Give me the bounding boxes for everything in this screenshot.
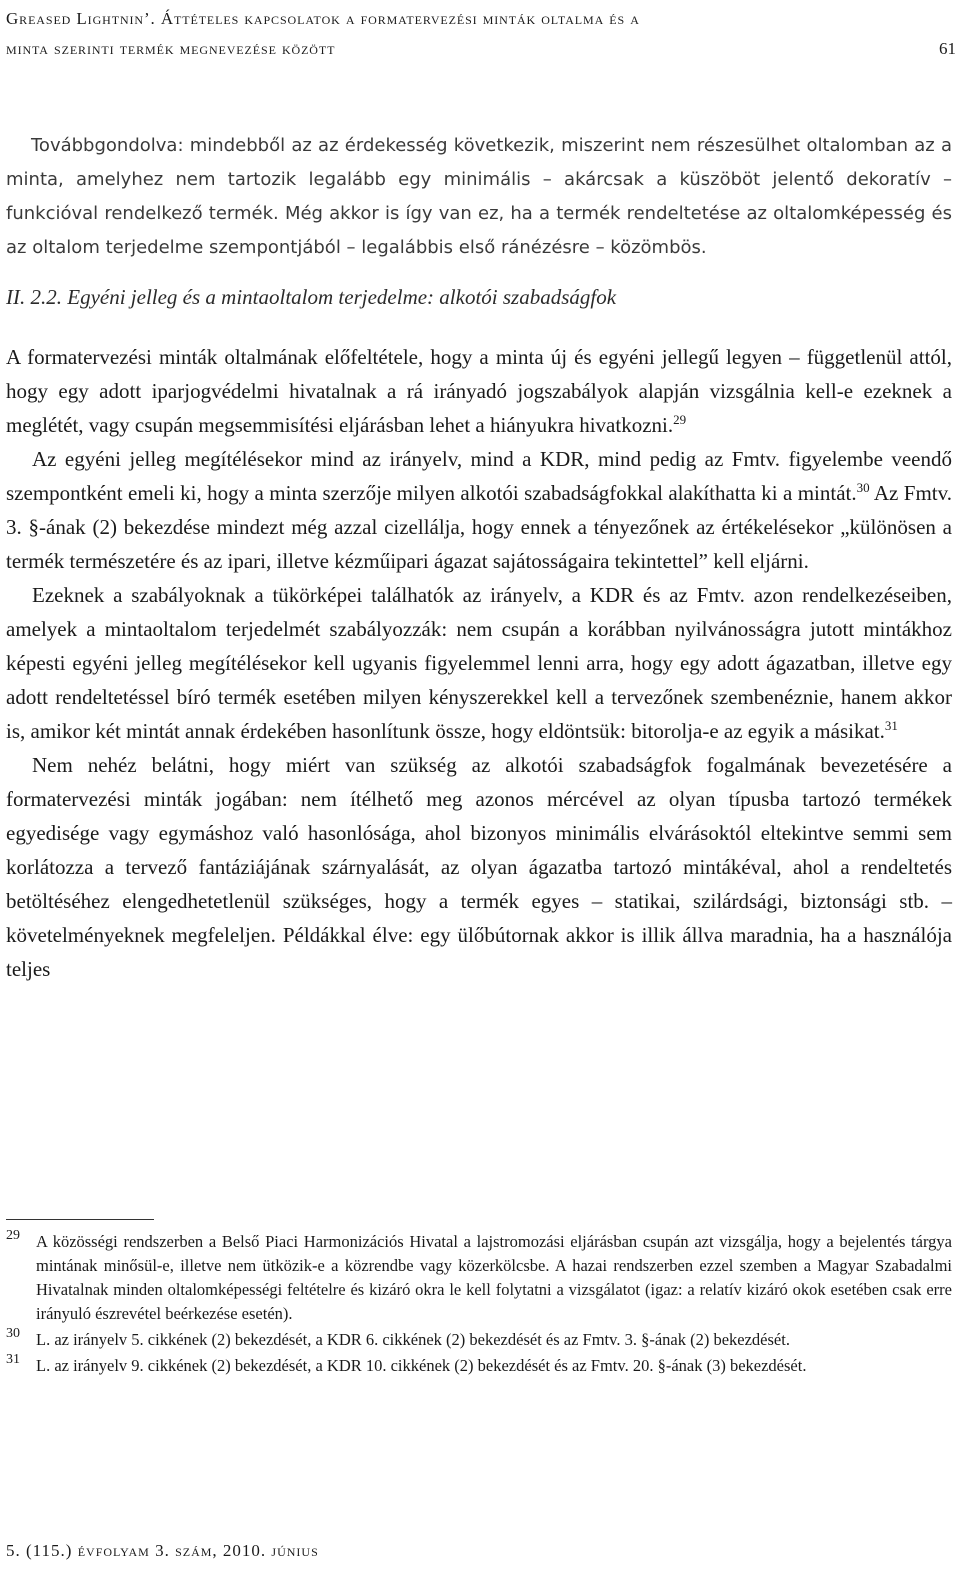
issue-footer: 5. (115.) évfolyam 3. szám, 2010. június: [6, 1541, 319, 1560]
paragraph-1: [6, 340, 952, 442]
running-header: [6, 4, 954, 64]
paragraph-3: [6, 578, 952, 748]
footnote-text: L. az irányelv 5. cikkének (2) bekezdését, a KDR 6. cikkének (2) bekezdését és az Fmtv. 3. §-ának (2) bekezdését.: [36, 1330, 790, 1349]
paragraph-3-text: Ezeknek a szabályoknak a tükörképei találhatók az irányelv, a KDR és az Fmtv. azon rendelkezéseiben, amelyek a mintaoltalom terjedelmét szabályozzák: nem csupán a korábban nyilvánosságra jutott mintákhoz képesti egyéni jelleg megítélésekor kell ugyanis figyelemmel lenni arra, hogy egy adott ágazatban, illetve egy adott rendeltetéssel bíró termék esetében milyen kényszerekkel kell a tervezőnek szembenéznie, hanem akkor is, amikor két mintát annak érdekében hasonlítunk össze, hogy eldöntsük: bitorolja-e az egyik a másikat.: [6, 583, 952, 743]
footnotes: [6, 1230, 952, 1380]
footnote-number: 29: [6, 1228, 20, 1243]
paragraph-4: Nem nehéz belátni, hogy miért van szükség az alkotói szabadságfok fogalmának bevezetésére a formatervezési minták jogában: nem ítélhető meg azonos mércével az olyan típusba tartozó termékek egyedisége vagy egymáshoz való hasonlósága, ahol bizonyos minimális elvárásoktól eltekintve semmi sem korlátozza a tervező fantáziájának szárnyalását, az olyan ágazatba tartozó mintákéval, ahol a rendeltetés betöltéséhez elengedhetetlenül szükséges, hogy a termék egyes – statikai, szilárdsági, biztonsági stb. – követelményeknek megfeleljen. Példákkal élve: egy ülőbútornak akkor is illik állva maradnia, ha a használója teljes: [6, 753, 952, 981]
paragraph-2: [6, 442, 952, 578]
footnote-ref-29[interactable]: 29: [673, 412, 687, 427]
running-title-line-1: Greased Lightnin’. Áttételes kapcsolatok a formatervezési minták oltalma és a: [6, 9, 640, 28]
section-heading: II. 2.2. Egyéni jelleg és a mintaoltalom terjedelme: alkotói szabadságfok: [6, 285, 617, 309]
footnote-text: L. az irányelv 9. cikkének (2) bekezdését, a KDR 10. cikkének (2) bekezdését és az Fmtv. 20. §-ának (3) bekezdését.: [36, 1356, 807, 1375]
footnote-ref-30[interactable]: 30: [856, 480, 870, 495]
footnote-number: 31: [6, 1352, 20, 1367]
footnote-number: 30: [6, 1326, 20, 1341]
paragraph-2-text-a: Az egyéni jelleg megítélésekor mind az irányelv, mind a KDR, mind pedig az Fmtv. figyelembe veendő szempontként emeli ki, hogy a minta szerzője milyen alkotói szabadságfokkal alakíthatta ki a mintát.: [6, 447, 952, 505]
footnote-30: [6, 1328, 952, 1352]
footnote-31: [6, 1354, 952, 1378]
intro-paragraph: Továbbgondolva: mindebből az az érdekesség következik, miszerint nem részesülhet oltalomban az a minta, amelyhez nem tartozik legalább egy minimális – akárcsak a küszöböt jelentő dekoratív – funkcióval rendelkező termék. Még akkor is így van ez, ha a termék rendeltetése az oltalomképesség és az oltalom terjedelme szempontjából – legalábbis első ránézésre – közömbös.: [6, 135, 952, 258]
page-number: 61: [939, 39, 956, 58]
footnote-29: [6, 1230, 952, 1326]
footnote-ref-31[interactable]: 31: [884, 718, 898, 733]
footnote-divider: [6, 1219, 154, 1220]
paragraph-1-text: A formatervezési minták oltalmának előfeltétele, hogy a minta új és egyéni jellegű legyen – függetlenül attól, hogy egy adott iparjogvédelmi hivatalnak a rá irányadó jogszabályok alapján vizsgálnia kell-e ezeknek a meglétét, vagy csupán megsemmisítési eljárásban lehet a hiányukra hivatkozni.: [6, 345, 952, 437]
footnote-text: A közösségi rendszerben a Belső Piaci Harmonizációs Hivatal a lajstromozási eljárásban csupán azt vizsgálja, hogy a bejelentés tárgya mintának minősül-e, illetve nem ütközik-e a közrendbe vagy közerkölcsbe. A hazai rendszerben ezzel szemben a Magyar Szabadalmi Hivatalnak minden oltalomképességi feltételre és kizáró okra le kell folytatni a vizsgálatot (igaz: a relatív kizáró okok esetében csak erre irányuló észrevétel beérkezése esetén).: [36, 1232, 952, 1323]
paragraph-2-text-b: Az Fmtv. 3. §-ának (2) bekezdése mindezt még azzal cizellálja, hogy ennek a tényezőnek az értékelésekor „különösen a termék természetére és az ipari, illetve kézműipari ágazat sajátosságaira tekintettel” kell eljárni.: [6, 481, 952, 573]
main-text: [6, 129, 952, 986]
running-title-line-2: minta szerinti termék megnevezése között: [6, 39, 336, 58]
